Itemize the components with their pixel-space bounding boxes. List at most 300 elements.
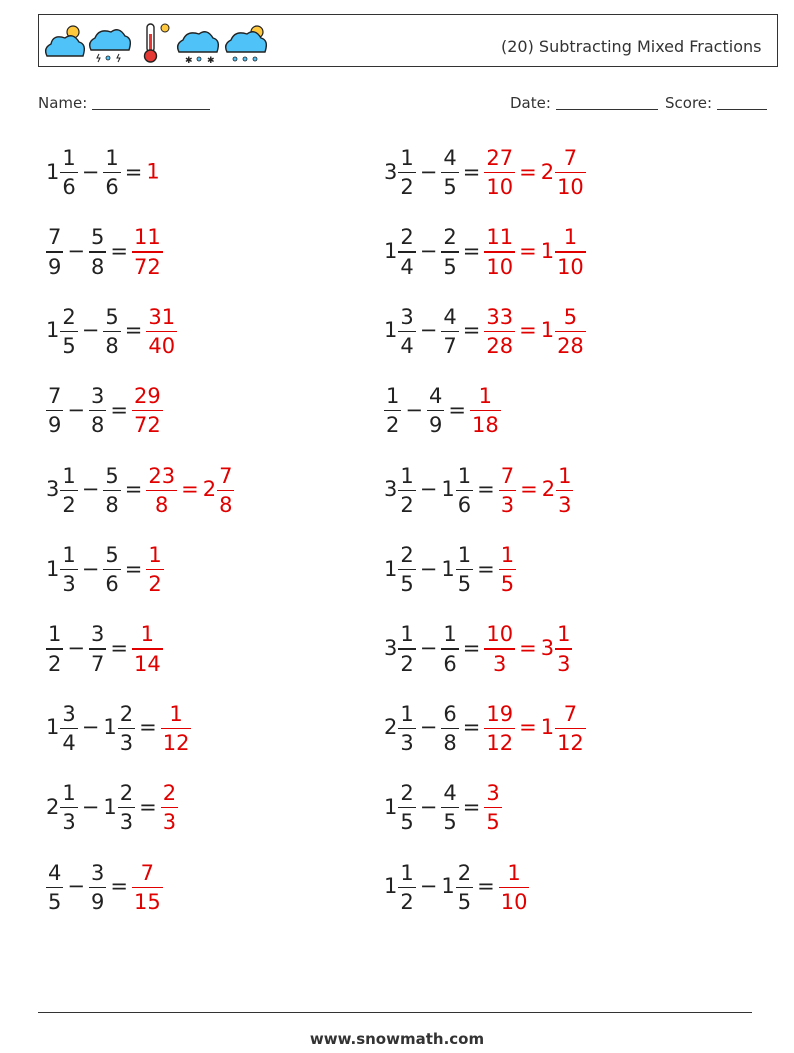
answer-value-fraction (162, 702, 191, 755)
date-field (510, 94, 658, 112)
minuend-whole: 1 (46, 318, 60, 343)
equals-sign: = (462, 715, 481, 740)
problem (384, 384, 501, 437)
answer-equals-sign: = (519, 635, 537, 660)
subtrahend-denominator: 6 (105, 572, 119, 597)
answer-value-fraction-bar (132, 410, 163, 411)
worksheet-title: (20) Subtracting Mixed Fractions (501, 37, 762, 56)
minuend-whole: 2 (384, 715, 398, 740)
subtrahend-denominator: 5 (443, 254, 457, 279)
answer (146, 543, 163, 597)
minuend (46, 543, 78, 597)
subtrahend-fraction-bar (441, 807, 458, 808)
minuend-numerator: 1 (400, 622, 414, 647)
minuend (46, 384, 63, 438)
score-field (665, 94, 767, 112)
minuend-fraction (61, 464, 76, 517)
answer (132, 225, 163, 279)
subtrahend-numerator: 5 (105, 463, 119, 488)
minuend (46, 701, 78, 755)
answer-value-whole: 2 (202, 477, 217, 502)
subtrahend-fraction (457, 543, 472, 596)
subtrahend (441, 622, 458, 676)
problem (46, 384, 163, 437)
minuend (46, 781, 78, 835)
answer-value-numerator: 7 (500, 463, 515, 488)
answer-value-denominator: 10 (486, 254, 514, 279)
equals-sign: = (110, 635, 128, 660)
answer-value (484, 701, 515, 755)
answer-value-numerator: 1 (148, 543, 162, 567)
answer-value (499, 860, 530, 914)
minus-sign: − (419, 159, 438, 184)
answer-value-fraction-bar (499, 490, 516, 491)
minuend-fraction-bar (46, 887, 63, 888)
answer-value-fraction (485, 146, 514, 199)
answer-value-denominator: 5 (500, 572, 515, 597)
subtrahend-fraction-bar (89, 410, 106, 411)
subtrahend-numerator: 2 (443, 225, 457, 250)
answer-equals-sign: = (181, 477, 199, 502)
answer-value-fraction-bar (499, 887, 530, 888)
minuend-fraction-bar (398, 251, 415, 252)
answer-value-fraction-bar (161, 728, 192, 729)
answer-value-numerator: 1 (507, 860, 521, 885)
equals-sign: = (462, 318, 481, 343)
answer-value-fraction-bar (555, 728, 586, 729)
name-field (38, 94, 210, 112)
minuend-numerator: 1 (62, 543, 76, 567)
minus-sign: − (81, 318, 100, 343)
subtrahend-fraction (90, 622, 105, 675)
minuend-fraction-bar (398, 331, 415, 332)
minuend-fraction-bar (46, 251, 63, 252)
subtrahend-fraction (442, 622, 457, 675)
thermometer-icon (145, 24, 170, 62)
minuend-fraction (385, 384, 400, 437)
answer-value-fraction (133, 622, 162, 675)
answer-value-fraction (556, 702, 585, 755)
subtrahend-whole: 1 (441, 874, 455, 899)
answer-value (541, 463, 574, 517)
score-label: Score: (665, 94, 713, 112)
minuend (384, 304, 416, 358)
equals-sign: = (462, 238, 481, 263)
subtrahend-denominator: 5 (443, 175, 457, 200)
minuend (384, 701, 416, 755)
answer (484, 781, 501, 835)
answer-value-numerator: 5 (563, 304, 578, 329)
answer-value-fraction (485, 781, 500, 834)
answer (499, 860, 530, 914)
equals-sign: = (110, 397, 128, 422)
minuend-fraction-bar (398, 728, 415, 729)
minuend-fraction-bar (60, 807, 77, 808)
answer-value-denominator: 14 (133, 651, 161, 676)
cloud-sun-rain-icon (226, 26, 267, 61)
subtrahend-numerator: 3 (90, 622, 105, 647)
minuend-fraction-bar (384, 410, 401, 411)
subtrahend (103, 781, 135, 835)
minuend (384, 622, 416, 676)
date-line[interactable] (556, 95, 658, 110)
answer-value-fraction (485, 622, 514, 675)
answer (132, 622, 163, 676)
subtrahend-fraction-bar (118, 728, 135, 729)
answer-value (132, 384, 163, 438)
minuend-denominator: 3 (62, 810, 76, 835)
answer-value-fraction-bar (161, 807, 178, 808)
minuend (46, 304, 78, 358)
equals-sign: = (139, 715, 157, 740)
minuend-numerator: 1 (48, 622, 62, 647)
subtrahend-numerator: 4 (443, 146, 457, 170)
problem (384, 781, 502, 834)
minuend-fraction (47, 384, 62, 437)
subtrahend-denominator: 9 (90, 889, 105, 914)
answer-value (540, 622, 573, 676)
subtrahend (427, 384, 444, 438)
answer-value-denominator: 12 (162, 730, 190, 755)
subtrahend (441, 146, 458, 200)
problem (46, 543, 164, 596)
answer-value-denominator: 3 (558, 492, 572, 517)
answer-value-numerator: 2 (162, 781, 177, 806)
minuend-numerator: 1 (400, 463, 414, 488)
subtrahend (89, 860, 106, 914)
subtrahend-fraction (104, 146, 119, 199)
answer-value-numerator: 1 (557, 622, 571, 647)
answer-value-numerator: 1 (563, 225, 578, 250)
answer (161, 701, 192, 755)
equals-sign: = (448, 397, 466, 422)
minuend-fraction-bar (398, 172, 415, 173)
answer (499, 543, 516, 597)
answer-value-fraction-bar (217, 490, 234, 491)
answer-value-numerator: 7 (563, 701, 578, 726)
answer-value-numerator: 1 (140, 622, 155, 647)
answer-value-denominator: 3 (500, 492, 515, 517)
answer-value (132, 225, 163, 279)
subtrahend (89, 225, 106, 279)
answer-value-fraction-bar (132, 251, 163, 252)
problem (384, 146, 586, 199)
answer-value (484, 225, 515, 279)
minuend-fraction-bar (398, 490, 415, 491)
minuend (384, 781, 416, 835)
subtrahend (103, 146, 120, 200)
score-line[interactable] (717, 95, 767, 110)
subtrahend-numerator: 4 (443, 781, 457, 806)
equals-sign: = (139, 794, 157, 819)
minus-sign: − (81, 477, 100, 502)
minuend-fraction (399, 702, 414, 755)
subtrahend-fraction (119, 702, 134, 755)
equals-sign: = (462, 159, 481, 184)
minus-sign: − (67, 635, 85, 660)
minuend-fraction (399, 781, 414, 834)
minuend-whole: 3 (384, 635, 398, 660)
answer-value-denominator: 72 (133, 254, 161, 279)
equals-sign: = (477, 477, 495, 502)
subtrahend-numerator: 3 (90, 384, 105, 409)
subtrahend-numerator: 5 (105, 543, 119, 567)
subtrahend-whole: 1 (441, 477, 455, 502)
minuend-fraction (61, 543, 76, 596)
answer-value-denominator: 28 (486, 333, 514, 358)
subtrahend-fraction-bar (456, 490, 473, 491)
problem (384, 622, 572, 675)
minuend-denominator: 5 (48, 889, 62, 914)
equals-sign: = (462, 635, 481, 660)
answer-value-fraction-bar (555, 648, 572, 649)
subtrahend-fraction-bar (89, 648, 106, 649)
minuend-numerator: 1 (62, 463, 76, 488)
answer-value-denominator: 18 (471, 413, 499, 438)
subtrahend-fraction (90, 861, 105, 914)
minuend-fraction (399, 305, 414, 358)
minuend-numerator: 1 (400, 860, 414, 885)
subtrahend-fraction-bar (427, 410, 444, 411)
answer-value-numerator: 10 (486, 622, 514, 647)
minuend-denominator: 3 (400, 730, 414, 755)
minuend (384, 225, 416, 279)
subtrahend-denominator: 7 (90, 651, 105, 676)
answer-value-whole: 1 (540, 715, 555, 740)
equals-sign: = (462, 794, 481, 819)
minuend (46, 146, 78, 200)
minuend-denominator: 2 (400, 889, 414, 914)
subtrahend-denominator: 5 (457, 572, 472, 597)
answer-value (161, 781, 178, 835)
answer-value-fraction (500, 464, 515, 517)
subtrahend-fraction-bar (118, 807, 135, 808)
minuend-denominator: 2 (400, 492, 414, 517)
minuend (384, 543, 416, 597)
answer-value-whole: 2 (540, 159, 555, 184)
minuend-numerator: 1 (400, 146, 414, 170)
minus-sign: − (419, 477, 438, 502)
minuend-fraction-bar (398, 648, 415, 649)
minuend-fraction-bar (46, 410, 63, 411)
answer-value (499, 543, 516, 597)
footer-url: www.snowmath.com (309, 1030, 485, 1048)
subtrahend-fraction (104, 464, 119, 517)
minuend-numerator: 2 (400, 781, 414, 806)
answer-value-fraction-bar (146, 331, 177, 332)
minuend-whole: 3 (46, 477, 60, 502)
answer-value-numerator: 7 (563, 146, 578, 170)
name-line[interactable] (92, 95, 210, 110)
answer (484, 146, 585, 200)
answer-value-denominator: 72 (133, 413, 161, 438)
subtrahend (103, 701, 135, 755)
subtrahend (441, 543, 473, 597)
answer-value-fraction-bar (555, 331, 586, 332)
cloud-snow-icon (178, 32, 219, 64)
minus-sign: − (419, 556, 438, 581)
equals-sign: = (477, 556, 495, 581)
subtrahend (103, 463, 120, 517)
answer-value-denominator: 12 (557, 730, 584, 755)
subtrahend (441, 860, 473, 914)
subtrahend-fraction (457, 861, 472, 914)
problem (384, 702, 586, 755)
name-label: Name: (38, 94, 88, 112)
subtrahend (103, 543, 120, 597)
minuend-numerator: 1 (62, 146, 76, 170)
answer-value-fraction-bar (146, 569, 163, 570)
subtrahend-fraction (442, 781, 457, 834)
answer-value-numerator: 1 (169, 701, 183, 726)
minuend-denominator: 9 (48, 254, 62, 279)
answer-value-denominator: 10 (486, 175, 514, 200)
answer-value-numerator: 1 (500, 543, 515, 567)
subtrahend-fraction (90, 225, 105, 278)
minuend-fraction-bar (398, 807, 415, 808)
problem (46, 225, 163, 278)
minuend-fraction-bar (60, 490, 77, 491)
minuend-fraction (399, 464, 414, 517)
answer-value-fraction (147, 543, 162, 596)
problem (384, 861, 529, 914)
answer-value-fraction (218, 464, 233, 517)
subtrahend-numerator: 6 (443, 701, 457, 726)
equals-sign: = (124, 318, 143, 343)
equals-sign: = (477, 874, 495, 899)
footer-divider (38, 1012, 752, 1013)
answer (470, 384, 501, 438)
subtrahend-denominator: 6 (443, 651, 457, 676)
answer-value (499, 463, 516, 517)
problem (46, 146, 160, 199)
answer-value (484, 622, 515, 676)
answer-value-numerator: 27 (486, 146, 514, 170)
minuend-fraction (61, 305, 76, 358)
minuend-fraction (399, 861, 414, 914)
answer-value-numerator: 1 (478, 384, 493, 409)
minuend-whole: 1 (384, 874, 398, 899)
answer-value-denominator: 28 (557, 333, 584, 358)
minus-sign: − (67, 238, 85, 263)
subtrahend-whole: 1 (103, 794, 117, 819)
minuend-fraction-bar (398, 569, 415, 570)
answer-value-fraction-bar (484, 172, 515, 173)
subtrahend-denominator: 8 (105, 333, 119, 358)
minus-sign: − (81, 159, 100, 184)
minuend (384, 384, 401, 438)
subtrahend-denominator: 8 (90, 413, 105, 438)
problem (46, 622, 163, 675)
minuend-denominator: 5 (400, 810, 414, 835)
answer-value (484, 781, 501, 835)
problem (46, 702, 191, 755)
minuend-numerator: 4 (48, 860, 62, 885)
minuend-fraction (399, 543, 414, 596)
minuend-numerator: 7 (48, 384, 62, 409)
answer-equals-sign: = (519, 159, 537, 184)
minuend-numerator: 1 (62, 781, 76, 806)
minuend-fraction-bar (60, 728, 77, 729)
answer-value-denominator: 10 (557, 254, 584, 279)
minus-sign: − (419, 715, 438, 740)
answer-value-fraction-bar (146, 490, 177, 491)
problem (46, 781, 178, 834)
date-label: Date: (510, 94, 551, 112)
subtrahend (89, 384, 106, 438)
minuend-numerator: 2 (400, 543, 414, 567)
answer-equals-sign: = (519, 715, 537, 740)
answer (484, 225, 585, 279)
minuend-denominator: 4 (400, 333, 414, 358)
minuend-fraction-bar (60, 569, 77, 570)
subtrahend-whole: 1 (441, 556, 455, 581)
minuend-numerator: 7 (48, 225, 62, 250)
answer-equals-sign: = (519, 318, 537, 343)
cloud-rain-lightning-icon (90, 30, 131, 62)
minuend-denominator: 4 (400, 254, 414, 279)
answer-value (146, 543, 163, 597)
minuend-fraction (47, 622, 62, 675)
subtrahend-numerator: 4 (443, 304, 457, 329)
minuend-numerator: 1 (400, 701, 414, 726)
minuend-whole: 1 (384, 794, 398, 819)
minus-sign: − (419, 635, 438, 660)
minuend-numerator: 3 (62, 701, 76, 726)
minuend (46, 622, 63, 676)
subtrahend-fraction (442, 225, 457, 278)
answer-value-whole: 1 (540, 238, 555, 263)
worksheet-header (38, 14, 778, 67)
minuend-numerator: 2 (62, 304, 76, 329)
answer-value-fraction (485, 702, 514, 755)
minuend-fraction (61, 702, 76, 755)
answer (484, 701, 585, 755)
problem (384, 464, 573, 517)
answer-value-fraction-bar (499, 569, 516, 570)
subtrahend-fraction (428, 384, 443, 437)
subtrahend (441, 225, 458, 279)
subtrahend-fraction-bar (441, 728, 458, 729)
subtrahend-numerator: 2 (457, 860, 472, 885)
answer-value-fraction-bar (484, 331, 515, 332)
subtrahend-numerator: 1 (457, 543, 472, 567)
answer-value (540, 225, 586, 279)
weather-icons (41, 18, 271, 64)
minuend (46, 225, 63, 279)
minuend (384, 860, 416, 914)
minuend-fraction (61, 781, 76, 834)
answer-value-denominator: 15 (133, 889, 161, 914)
answer-value-fraction (556, 225, 585, 278)
minus-sign: − (419, 238, 438, 263)
answer-value-fraction (500, 861, 529, 914)
answer-value-numerator: 33 (486, 304, 514, 329)
subtrahend-fraction-bar (456, 569, 473, 570)
answer-value-denominator: 10 (557, 175, 584, 200)
subtrahend-fraction (104, 543, 119, 596)
minuend-fraction-bar (60, 331, 77, 332)
equals-sign: = (110, 238, 128, 263)
subtrahend-fraction (442, 146, 457, 199)
minuend-fraction (47, 225, 62, 278)
minuend-denominator: 5 (62, 333, 76, 358)
answer-value (132, 860, 163, 914)
minuend (46, 860, 63, 914)
answer-value-fraction-bar (555, 172, 586, 173)
minuend (384, 146, 416, 200)
subtrahend-denominator: 7 (443, 333, 457, 358)
